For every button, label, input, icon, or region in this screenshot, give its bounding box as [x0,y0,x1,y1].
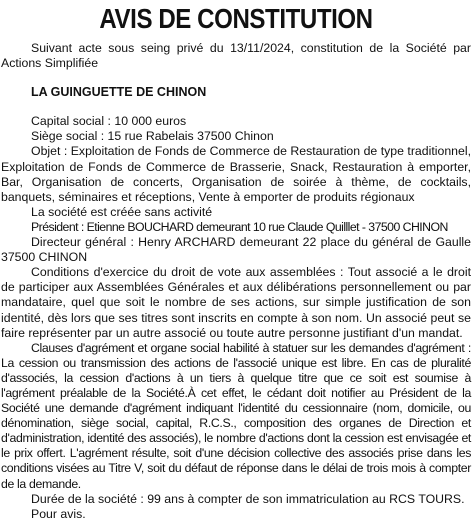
directeur-line: Directeur général : Henry ARCHARD demeurant 22 place du général de Gaulle 37500 CHINON [1,235,471,265]
intro-paragraph: Suivant acte sous seing privé du 13/11/2024, constitution de la Société par Actions Simplifiée [1,41,471,71]
notice-body [1,41,471,522]
closing-line: Pour avis. [31,506,86,521]
spacer [1,71,471,85]
capital-line: Capital social : 10 000 euros [31,114,187,129]
objet-paragraph: Objet : Exploitation de Fonds de Commerce de Restauration de type traditionnel, Exploitation de Fonds de Commerce de Brasserie, Snack, Restauration à emporter, Bar, Organisation de concerts, Organisation de soirée à thème, de cocktails, banquets, séminaires et réceptions, Vente à emporter de produits régionaux [1,144,471,204]
spacer [1,100,471,114]
notice-title: AVIS DE CONSTITUTION [99,3,373,34]
siege-line: Siège social : 15 rue Rabelais 37500 Chinon [31,129,274,144]
duration-line: Durée de la société : 99 ans à compter de son immatriculation au RCS TOURS. [31,491,465,506]
company-name: LA GUINGUETTE DE CHINON [31,85,207,100]
activity-line: La société est créée sans activité [31,204,213,219]
voting-conditions-paragraph: Conditions d'exercice du droit de vote aux assemblées : Tout associé a le droit de participer aux Assemblées Générales et aux délibérations personnellement ou par mandataire, quel que soit le nombre de ses actions, sur simple justification de son identité, dès lors que ses titres sont inscrits en compte à son nom. Un associé peut se faire représenter par un autre associé ou toute autre personne justifiant d'un mandat. [1,265,471,340]
president-line: Président : Etienne BOUCHARD demeurant 10 rue Claude Quilllet - 37500 CHINON [31,219,448,234]
approval-clause-paragraph: Clauses d'agrément et organe social habilité à statuer sur les demandes d'agrément : La cession ou transmission des actions de l'associé unique est libre. En cas de pluralité d'associés, la cession d'actions à un tiers à quelque titre que ce soit est soumise à l'agrément préalable de la Société.À cet effet, le cédant doit notifier au Président de la Société une demande d'agrément indiquant l'identité du cessionnaire (nom, domicile, ou dénomination, siège social, capital, R.C.S., composition des organes de Direction et d'administration, identité des associés), le nombre d'actions dont la cession est envisagée et le prix offert. L'agrément résulte, soit d'une décision collective des associés prise dans les conditions visées au Titre V, soit du défaut de réponse dans le délai de trois mois à compter de la demande. [1,340,471,491]
